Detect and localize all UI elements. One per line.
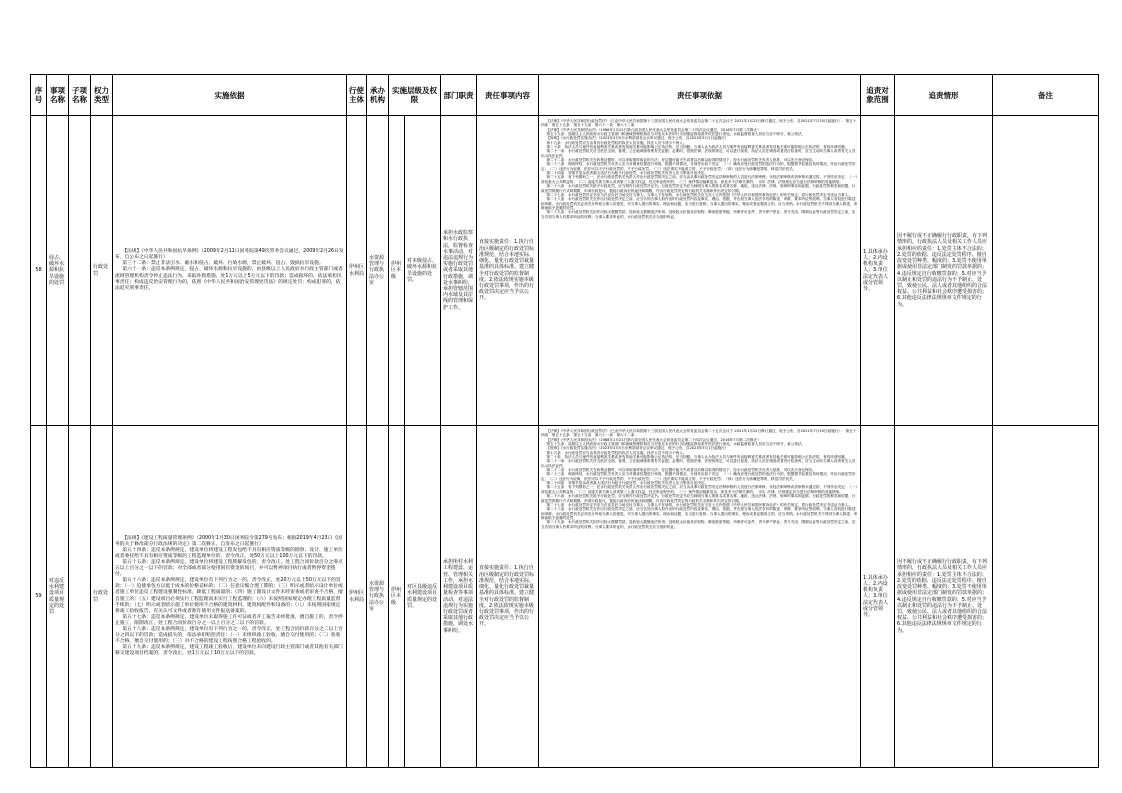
row-dept-duty: 承担水政监察和水行政执法，监督检查水事活动，对违法违规行为实施行政处罚或者采取其他行政措施，调处水事纠纷，承担管辖范围内水域及其岸线的管理和保护工作。: [441, 116, 477, 426]
header-row: [31, 75, 1099, 116]
row-dept-duty: 承担所村水利工程建设、运营、管理相关工作，承担水利建设项目质量检查等事项活动，对违法违规行为实施行政处罚或者采取其他行政措施，调处水事纠纷。: [441, 426, 477, 768]
duty-basis-paragraph: 第二十八条 水行政处罚机关在作出行政处罚决定之前，应当告知当事人拟作出的行政处罚内容及事实、理由、依据，并告知当事人依法享有的陈述、申辩、要求听证等权利。当事人有权进行陈述和申辩。水行政处罚机关必须充分听取当事人的意见，对当事人提出的事实、理由和证据，应当进行复核；当事人提出的事实、理由或者证据成立的，应当采纳。水行政处罚机关不得因当事人陈述、申辩而给予更重的处罚。: [541, 197, 858, 210]
duty-basis-paragraph: 第二十四条 对情节复杂或者重大违法行为给予行政处罚，水行政处罚机关负责人应当集体讨论决定。: [546, 171, 709, 176]
duty-basis-paragraph: 第二十六条 水行政处罚机关给予行政处罚，应当制作行政处罚决定书。行政处罚决定书应当载明当事人的姓名或者名称、地址，违反法律、法规、规章的事实和证据，行政处罚的种类和依据，行政处罚的履行方式和期限，申请行政复议、提起行政诉讼的途径和期限，作出行政处罚决定的行政机关名称和作出决定的日期。: [541, 184, 856, 193]
duty-basis-paragraph: 第五十九条：县级以上人民政府水行政主管部门和流域管理机构应当对违反本法的行为加强监督检查并依法进行查处。水政监督检查人员应当忠于职守，秉公执法。: [546, 132, 806, 137]
header-remark: 备注: [993, 75, 1099, 116]
basis-paragraph: 第五十九条：违反本条例规定，建设工程竣工验收后，建设单位未向建设行政主管部门或者其他有关部门移交建设项目档案的，责令改正，处1万元以上10万元以下的罚款。: [115, 645, 343, 657]
row-organ: 水资源管理与行政执法办公室: [367, 116, 389, 426]
duty-basis-paragraph: 第二十九条 水行政处罚机关拟作出较大数额罚款、没收较大数额违法所得、没收较大价值非法财物、降低资质等级、吊销许可证件、责令停产停业、责令关闭、限制从业等行政处罚决定之前，应当告知当事人有要求听证的权利；当事人要求听证的，水行政处罚机关应当组织听证。: [541, 520, 856, 529]
header-accountability: 追责情形: [895, 75, 993, 116]
header-organ: 承办机构: [367, 75, 389, 116]
duty-basis-paragraph: 第二十七条 水行政处罚决定书应当在宣告后当场交付当事人；当事人不在场的，水行政处罚机关应当在七日内依照《中华人民共和国民事诉讼法》的有关规定，将行政处罚决定书送达当事人。: [546, 192, 852, 197]
basis-paragraph: 第五十四条：违反本条例规定，建设单位将建设工程发包给不具有相应资质等级的勘察、设计、施工单位或者委托给不具有相应资质等级的工程监理单位的，责令改正，处50万元以上100万元以下的罚款。: [115, 547, 343, 559]
row-subject: 伊州区水利局: [347, 116, 367, 426]
basis-paragraph: 第五十八条：违反本条例规定，建设单位有下列行为之一的，责令改正，处工程合同价款百分之二以上百分之四以下的罚款；造成损失的，依法承担赔偿责任：（一）未组织竣工验收，擅自交付使用的；（二）验收不合格，擅自交付使用的；（三）对不合格的建设工程按照合格工程验收的。: [115, 626, 343, 645]
row-duty-basis: [539, 116, 861, 426]
header-accountable: 追责对象范围: [861, 75, 895, 116]
header-seq: 序号: [31, 75, 47, 116]
duty-basis-paragraph: 第十九条 水行政处罚应当由具有行政处罚权的执法人员实施。执法人员不得少于两人。: [546, 140, 687, 145]
duty-basis-paragraph: 第二十三条 调查终结，水行政处罚机关负责人应当对调查结果进行审查，根据不同情况，分别作出如下决定：（一）确有应受行政处罚的违法行为的，根据情节轻重及具体情况，作出行政处罚决定；（二）违法行为轻微，依法可以不予行政处罚的，不予行政处罚；（三）违法事实不能成立的，不予行政处罚；（四）违法行为涉嫌犯罪的，移送司法机关。: [541, 472, 856, 481]
duty-basis-paragraph: 第二十条 执法人员与案件有直接利害关系或者有其他关系可能影响公正执法的，应当回避。当事人认为执法人员与案件有直接利害关系或者有其他关系可能影响公正执法的，有权申请回避。: [546, 145, 849, 150]
header-subject: 行使主体: [347, 75, 367, 116]
basis-paragraph: 第六十一条：违反本条例规定，侵占、破坏水源和抗旱设施的，由县级以上人民政府水行政主管部门或者流域管理机构责令停止违法行为，采取补救措施，处1万元以上5万元以下的罚款；造成损坏的，依法承担民事责任；构成违反治安管理行为的，依照《中华人民共和国治安管理处罚法》的规定处罚；构成犯罪的，依法追究刑事责任。: [115, 267, 343, 291]
row-level-authority: 对本级侵占、破坏水源和抗旱设施的处罚。: [405, 116, 441, 426]
row-accountability: 因不履行或不正确履行行政职责，有下列情形的，行政执法人员及相关工作人员应承担相应的责任：1.处罚主体不合法的；2.处罚的依据、违反法定处罚程序、擅自改变处罚种类、幅度的；3.处罚不使用单据或使用非法定部门制发的罚款单据的；4.违反规定自行收缴罚款的；5.对应当予以制止和处罚的违法行为不予制止、处罚，致使公民、法人或者其他组织的合法权益、公共利益和社会秩序遭受损害的；6.其他违反法律法规规章文件规定的行为。: [895, 116, 993, 426]
duty-basis-paragraph: 第二十九条 水行政处罚机关拟作出较大数额罚款、没收较大数额违法所得、没收较大价值非法财物、降低资质等级、吊销许可证件、责令停产停业、责令关闭、限制从业等行政处罚决定之前，应当告知当事人有要求听证的权利；当事人要求听证的，水行政处罚机关应当组织听证。: [541, 210, 856, 219]
document-page: [30, 74, 1098, 768]
header-basis: 实施依据: [113, 75, 347, 116]
row-item-name: 对违反水利建设项目质量规定的处罚: [47, 426, 69, 768]
duty-basis-paragraph: 第二十八条 水行政处罚机关在作出行政处罚决定之前，应当告知当事人拟作出的行政处罚内容及事实、理由、依据，并告知当事人依法享有的陈述、申辩、要求听证等权利。当事人有权进行陈述和申辩。水行政处罚机关必须充分听取当事人的意见，对当事人提出的事实、理由和证据，应当进行复核；当事人提出的事实、理由或者证据成立的，应当采纳。水行政处罚机关不得因当事人陈述、申辩而给予更重的处罚。: [541, 507, 858, 520]
basis-paragraph: 【法规】《中华人民共和国抗旱条例》（2009年2月11日国务院第49次常务会议通过，2009年2月26日发布，自公布之日起施行）: [115, 249, 344, 261]
duty-basis-paragraph: 第二十五条 有下列情形之一，在水行政处罚机关负责人作出行政处罚的决定之前，应当由从事行政处罚决定法制审核的人员进行法制审核；未经法制审核或者审核未通过的，不得作出决定：（一）涉及重大公共利益的；（二）直接关系当事人或者第三人重大权益，经过听证程序的；（三）案件情况疑难复杂、涉及多个法律关系的；（四）法律、法规规定应当进行法制审核的其他情形。: [541, 175, 858, 184]
power-list-table: [30, 74, 1099, 768]
basis-paragraph: 第三十二条：禁止非法引水、截水和侵占、破坏、污染水源，禁止破坏、侵占、毁损抗旱设施。: [122, 261, 324, 267]
header-duty-basis: 责任事项依据: [539, 75, 861, 116]
duty-basis-paragraph: 【法律】《中华人民共和国水法》（1988年1月21日第六届全国人民代表大会常务委员会第二十四次会议通过，2016年7月第二次修正）: [546, 127, 761, 132]
duty-basis-paragraph: 【法律】《中华人民共和国水法》（1988年1月21日第六届全国人民代表大会常务委员会第二十四次会议通过，2016年7月第二次修正）: [546, 437, 761, 442]
row-remark: [993, 426, 1099, 768]
row-accountability: 因不履行或不正确履行行政职责，有下列情形的，行政执法人员及相关工作人员应承担相应的责任：1.处罚主体不合法的；2.处罚的依据、违反法定处罚程序、擅自改变处罚种类、幅度的；3.处罚不使用单据或使用非法定部门制发的罚款单据的；4.违反规定自行收缴罚款的；5.对应当予以制止和处罚的违法行为不予制止、处罚，致使公民、法人或者其他组织的合法权益、公共利益和社会秩序遭受损害的；6.其他违反法律法规规章文件规定的行为。: [895, 426, 993, 768]
duty-basis-paragraph: 第二十二条 水行政处罚机关在收集证据时，可以采取抽样取证的方法；在证据可能灭失或者以后难以取得的情况下，经水行政处罚机关负责人批准，可以先行登记保存。: [546, 468, 816, 473]
duty-basis-paragraph: 【规章】《水行政处罚实施办法》（2023年3月5日水利部部务会议审议通过，现予公布，自2023年5月1日起施行）: [546, 446, 729, 451]
row-basis: [113, 426, 347, 768]
row-sub-item: [69, 116, 91, 426]
row-sub-item: [69, 426, 91, 768]
row-subject: 伊州区水利局: [347, 426, 367, 768]
basis-paragraph: 【法规】《建设工程质量管理条例》（2000年1月30日国务院令第279号发布；根据2019年4月23日《国务院关于修改部分行政法规的决定》第二次修正，自发布之日起施行）: [115, 535, 342, 547]
header-duty-content: 责任事项内容: [477, 75, 539, 116]
duty-basis-paragraph: 第二十条 执法人员与案件有直接利害关系或者有其他关系可能影响公正执法的，应当回避。当事人认为执法人员与案件有直接利害关系或者有其他关系可能影响公正执法的，有权申请回避。: [546, 455, 849, 460]
row-duty-content: 直接实施责任：1.执行自治区级制定的行政处罚标准规范，结合本地实际，细化、量化行政处罚裁量基准的具体标准。建立健全对行政处罚的监督制度。2.依法依规实施本级行政处罚事项，作出的行政处罚决定应当予以公开。: [477, 426, 539, 768]
row-duty-content: 直接实施责任：1.执行自治区级制定的行政处罚标准规范，结合本地实际，细化、量化行政处罚裁量基准的具体标准。建立健全对行政处罚的监督制度。2.依法依规实施本级行政处罚事项，作出的行政处罚决定应当予以公开。: [477, 116, 539, 426]
row-accountable: 1.具体承办人；2.内设机构负责人；3.单位法定代表人或分管领导。: [861, 116, 895, 426]
table-row: [31, 116, 1099, 426]
duty-basis-paragraph: 第二十七条 水行政处罚决定书应当在宣告后当场交付当事人；当事人不在场的，水行政处罚机关应当在七日内依照《中华人民共和国民事诉讼法》的有关规定，将行政处罚决定书送达当事人。: [546, 502, 852, 507]
row-seq: 59: [31, 426, 47, 768]
row-level: 伊州区本级: [389, 426, 405, 768]
duty-basis-paragraph: 第二十一条 水行政处罚机关应当依法全面、客观、公正地调查收集有关证据；必要时，依照法律、法规的规定，可以进行检查。执法人员在调查或者进行检查时，应当主动向当事人或者有关人员出示执法证件。: [541, 149, 856, 158]
row-duty-basis: [539, 426, 861, 768]
duty-basis-paragraph: 第二十五条 有下列情形之一，在水行政处罚机关负责人作出行政处罚的决定之前，应当由从事行政处罚决定法制审核的人员进行法制审核；未经法制审核或者审核未通过的，不得作出决定：（一）涉及重大公共利益的；（二）直接关系当事人或者第三人重大权益，经过听证程序的；（三）案件情况疑难复杂、涉及多个法律关系的；（四）法律、法规规定应当进行法制审核的其他情形。: [541, 485, 858, 494]
row-seq: 58: [31, 116, 47, 426]
duty-basis-paragraph: 【法律】《中华人民共和国行政处罚法》（已由中华人民共和国第十三届全国人民代表大会常务委员会第二十五次会议于 2021年1月22日修订通过，现予公布，自2021年7月15日起施行）：第五十四条 第五十五条 第五十九条 第六十一条 第六十二条: [541, 119, 857, 128]
duty-basis-paragraph: 第二十一条 水行政处罚机关应当依法全面、客观、公正地调查收集有关证据；必要时，依照法律、法规的规定，可以进行检查。执法人员在调查或者进行检查时，应当主动向当事人或者有关人员出示执法证件。: [541, 459, 856, 468]
row-level-authority: 对区县级违反水利建设项目质量规定的处罚。: [405, 426, 441, 768]
row-item-name: 侵占、破坏水源和抗旱设施的处罚: [47, 116, 69, 426]
row-organ: 水资源管理与行政执法办公室: [367, 426, 389, 768]
duty-basis-paragraph: 第二十六条 水行政处罚机关给予行政处罚，应当制作行政处罚决定书。行政处罚决定书应当载明当事人的姓名或者名称、地址，违反法律、法规、规章的事实和证据，行政处罚的种类和依据，行政处罚的履行方式和期限，申请行政复议、提起行政诉讼的途径和期限，作出行政处罚决定的行政机关名称和作出决定的日期。: [541, 494, 856, 503]
row-level: 伊州区本级: [389, 116, 405, 426]
header-power-type: 权力类型: [91, 75, 113, 116]
duty-basis-paragraph: 第五十九条：县级以上人民政府水行政主管部门和流域管理机构应当对违反本法的行为加强监督检查并依法进行查处。水政监督检查人员应当忠于职守，秉公执法。: [546, 442, 806, 447]
duty-basis-paragraph: 第二十三条 调查终结，水行政处罚机关负责人应当对调查结果进行审查，根据不同情况，分别作出如下决定：（一）确有应受行政处罚的违法行为的，根据情节轻重及具体情况，作出行政处罚决定；（二）违法行为轻微，依法可以不予行政处罚的，不予行政处罚；（三）违法事实不能成立的，不予行政处罚；（四）违法行为涉嫌犯罪的，移送司法机关。: [541, 162, 856, 171]
row-power-type: 行政处罚: [91, 116, 113, 426]
basis-paragraph: 第五十六条：违反本条例规定，建设单位有下列行为之一的，责令改正，处20万元以上50万元以下的罚款：（一）迫使承包方以低于成本的价格竞标的；（二）任意压缩合理工期的；（三）明示或者暗示设计单位或者施工单位违反工程建设强制性标准，降低工程质量的；（四）施工图设计文件未经审查或者审查不合格，擅自施工的；（五）建设项目必须实行工程监理而未实行工程监理的；（六）未按照国家规定办理工程质量监督手续的；（七）明示或者暗示施工单位使用不合格的建筑材料、建筑构配件和设备的；（八）未按照国家规定将竣工验收报告、有关认可文件或者准许使用文件报送备案的。: [115, 578, 343, 614]
header-sub-item: 子项名称: [69, 75, 91, 116]
header-item-name: 事项名称: [47, 75, 69, 116]
duty-basis-paragraph: 【法律】《中华人民共和国行政处罚法》（已由中华人民共和国第十三届全国人民代表大会常务委员会第二十五次会议于 2021年1月22日修订通过，现予公布，自2021年7月15日起施行）：第五十四条 第五十五条 第五十九条 第六十一条 第六十二条: [541, 429, 857, 438]
duty-basis-paragraph: 【规章】《水行政处罚实施办法》（2023年3月5日水利部部务会议审议通过，现予公布，自2023年5月1日起施行）: [546, 136, 729, 141]
duty-basis-paragraph: 第二十四条 对情节复杂或者重大违法行为给予行政处罚，水行政处罚机关负责人应当集体讨论决定。: [546, 481, 709, 486]
row-remark: [993, 116, 1099, 426]
header-level: 实施层级及权限: [389, 75, 441, 116]
header-dept-duty: 部门职责: [441, 75, 477, 116]
table-row: [31, 426, 1099, 768]
basis-paragraph: 第五十五条：违反本条例规定，建设单位将建设工程肢解发包的，责令改正，处工程合同价款百分之零点五以上百分之一以下的罚款；对全部或者部分使用国有资金的项目，并可以暂停项目执行或者暂停资金拨付。: [115, 559, 343, 578]
duty-basis-paragraph: 第十九条 水行政处罚应当由具有行政处罚权的执法人员实施。执法人员不得少于两人。: [546, 450, 687, 455]
basis-paragraph: 第五十七条：违反本条例规定，建设单位未取得施工许可证或者开工报告未经批准，擅自施工的，责令停止施工，限期改正，处工程合同价款百分之一以上百分之二以下的罚款。: [115, 614, 343, 626]
row-power-type: 行政处罚: [91, 426, 113, 768]
row-accountable: 1.具体承办人；2.内设机构负责人；3.单位法定代表人或分管领导。: [861, 426, 895, 768]
row-basis: [113, 116, 347, 426]
duty-basis-paragraph: 第二十二条 水行政处罚机关在收集证据时，可以采取抽样取证的方法；在证据可能灭失或者以后难以取得的情况下，经水行政处罚机关负责人批准，可以先行登记保存。: [546, 158, 816, 163]
